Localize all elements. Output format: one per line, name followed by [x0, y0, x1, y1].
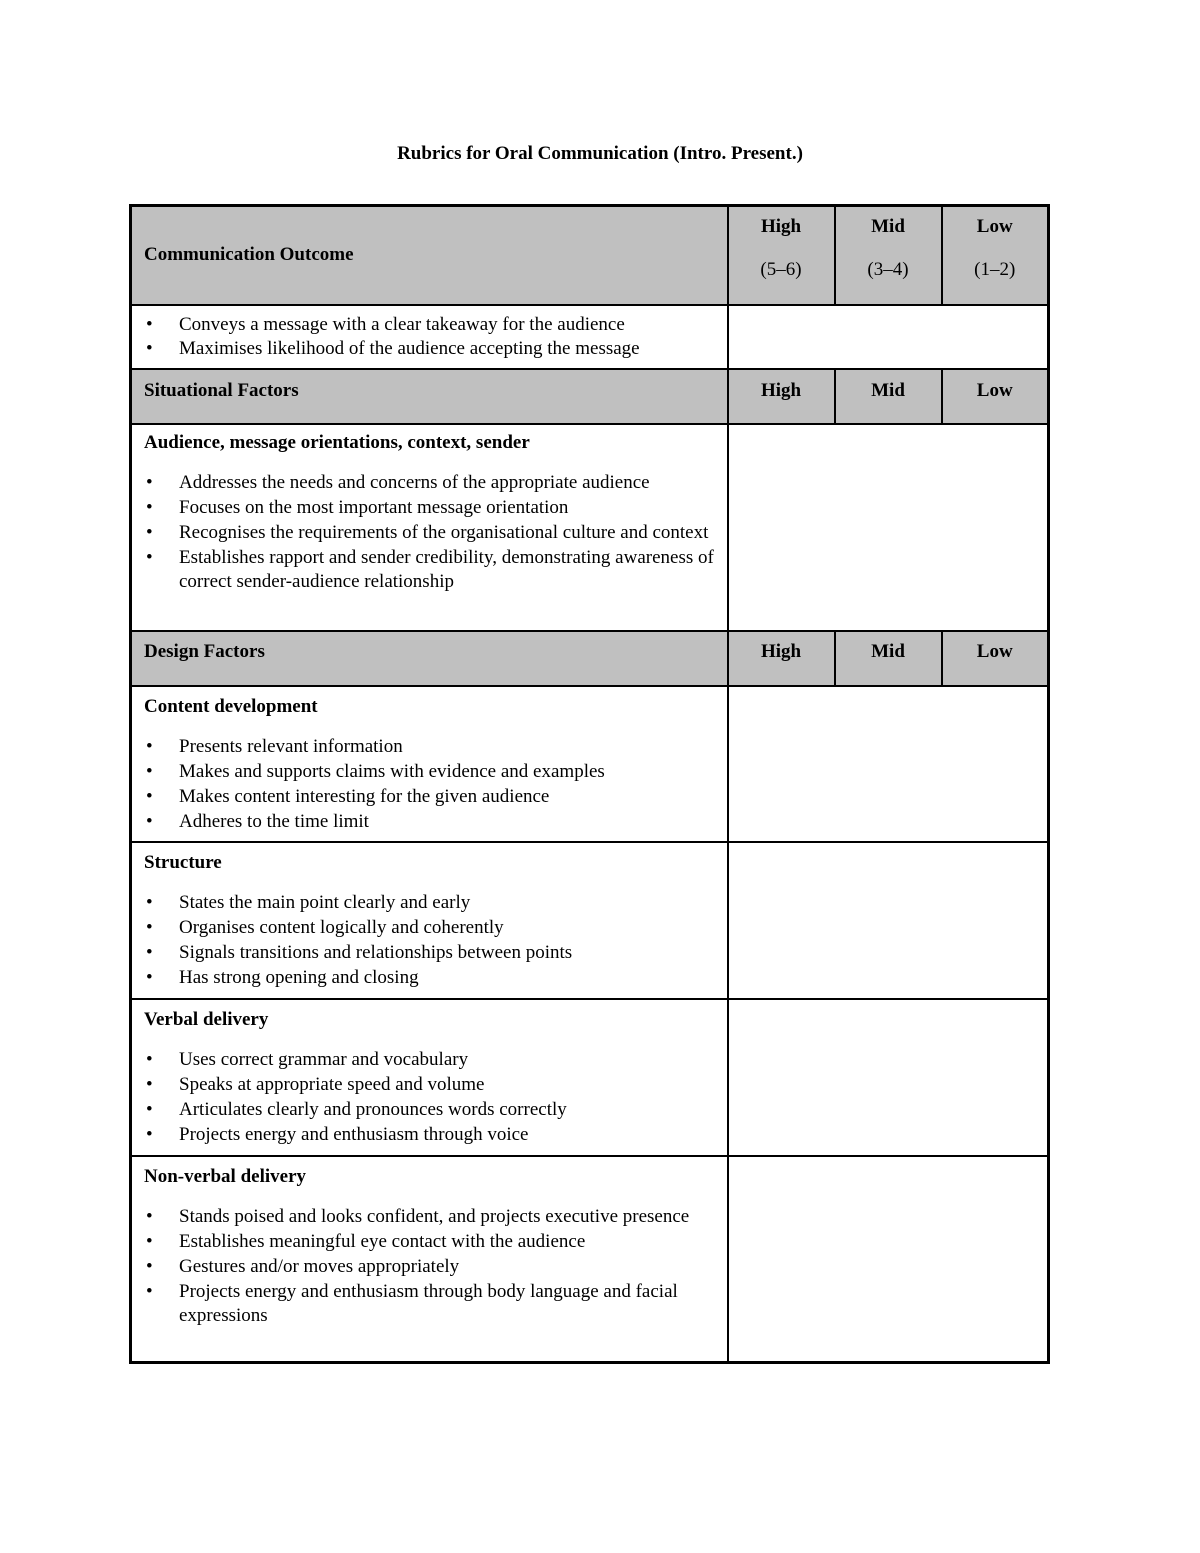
criterion-list-audience: [132, 471, 727, 595]
design-header-label: Design Factors: [144, 640, 265, 662]
rating-mid-label: Mid: [871, 216, 905, 237]
criterion-rating-cell-verbal[interactable]: [728, 999, 1049, 1156]
document-title: Rubrics for Oral Communication (Intro. Present.): [397, 143, 803, 164]
rating-low-range: (1–2): [974, 258, 1016, 280]
criterion-row-audience: [131, 424, 1049, 631]
criterion-heading-verbal: Verbal delivery: [144, 1008, 269, 1030]
list-item: • Articulates clearly and pronounces words correctly: [179, 1098, 717, 1123]
criterion-heading-structure: Structure: [144, 851, 222, 873]
criterion-row-content: [131, 686, 1049, 842]
design-header-cell: [131, 631, 728, 686]
criterion-heading-audience: Audience, message orientations, context, sender: [144, 431, 530, 453]
list-item: • Gestures and/or moves appropriately: [179, 1255, 717, 1280]
outcome-header-cell: [131, 206, 728, 305]
list-item: • Projects energy and enthusiasm through body language and facial expressions: [179, 1280, 717, 1330]
criterion-row-nonverbal: [131, 1156, 1049, 1363]
outcome-items-cell: [131, 305, 728, 369]
situational-mid-header: Mid: [835, 369, 942, 424]
rating-high-label: High: [760, 216, 802, 237]
outcome-list: [132, 313, 727, 363]
list-item: • Makes content interesting for the given audience: [179, 785, 717, 810]
list-item: • States the main point clearly and early: [179, 891, 717, 916]
rating-high-header: [728, 206, 835, 305]
rating-low-header: [942, 206, 1049, 305]
list-item: • Stands poised and looks confident, and projects executive presence: [179, 1205, 717, 1230]
situational-header-row: [131, 369, 1049, 424]
rubric-table: [129, 204, 1050, 1364]
criterion-list-content: [132, 735, 727, 834]
criterion-rating-cell-audience[interactable]: [728, 424, 1049, 631]
list-item: • Focuses on the most important message orientation: [179, 496, 717, 521]
rating-low-label: Low: [976, 216, 1013, 237]
rating-high-range: (5–6): [760, 258, 802, 280]
outcome-header-label: Communication Outcome: [144, 243, 354, 265]
criterion-cell-nonverbal: [131, 1156, 728, 1363]
criterion-list-verbal: [132, 1048, 727, 1147]
situational-low-header: Low: [942, 369, 1049, 424]
list-item: • Adheres to the time limit: [179, 810, 717, 835]
criterion-heading-content: Content development: [144, 695, 318, 717]
design-mid-header: Mid: [835, 631, 942, 686]
situational-header-label: Situational Factors: [144, 379, 299, 401]
criterion-rating-cell-nonverbal[interactable]: [728, 1156, 1049, 1363]
situational-high-header: High: [728, 369, 835, 424]
list-item: • Speaks at appropriate speed and volume: [179, 1073, 717, 1098]
design-header-row: [131, 631, 1049, 686]
criterion-row-verbal: [131, 999, 1049, 1156]
rating-mid-header: [835, 206, 942, 305]
criterion-list-structure: [132, 891, 727, 990]
design-high-header: High: [728, 631, 835, 686]
list-item: • Maximises likelihood of the audience accepting the message: [179, 337, 717, 362]
list-item: • Recognises the requirements of the organisational culture and context: [179, 521, 717, 546]
design-low-header: Low: [942, 631, 1049, 686]
outcome-rating-cell[interactable]: [728, 305, 1049, 369]
list-item: • Signals transitions and relationships between points: [179, 941, 717, 966]
list-item: • Has strong opening and closing: [179, 966, 717, 991]
list-item: • Uses correct grammar and vocabulary: [179, 1048, 717, 1073]
list-item: • Projects energy and enthusiasm through voice: [179, 1123, 717, 1148]
list-item: • Establishes rapport and sender credibility, demonstrating awareness of correct sender-audience relationship: [179, 546, 717, 596]
criterion-heading-nonverbal: Non-verbal delivery: [144, 1165, 307, 1187]
list-item: • Establishes meaningful eye contact with the audience: [179, 1230, 717, 1255]
list-item: • Presents relevant information: [179, 735, 717, 760]
outcome-header-row: [131, 206, 1049, 305]
criterion-rating-cell-content[interactable]: [728, 686, 1049, 842]
criterion-rating-cell-structure[interactable]: [728, 842, 1049, 999]
criterion-cell-verbal: [131, 999, 728, 1156]
situational-header-cell: [131, 369, 728, 424]
outcome-items-row: [131, 305, 1049, 369]
criterion-cell-audience: [131, 424, 728, 631]
criterion-row-structure: [131, 842, 1049, 999]
list-item: • Makes and supports claims with evidence and examples: [179, 760, 717, 785]
criterion-list-nonverbal: [132, 1205, 727, 1329]
criterion-cell-content: [131, 686, 728, 842]
list-item: • Conveys a message with a clear takeaway for the audience: [179, 313, 717, 338]
list-item: • Organises content logically and coherently: [179, 916, 717, 941]
rating-mid-range: (3–4): [867, 258, 909, 280]
list-item: • Addresses the needs and concerns of the appropriate audience: [179, 471, 717, 496]
criterion-cell-structure: [131, 842, 728, 999]
